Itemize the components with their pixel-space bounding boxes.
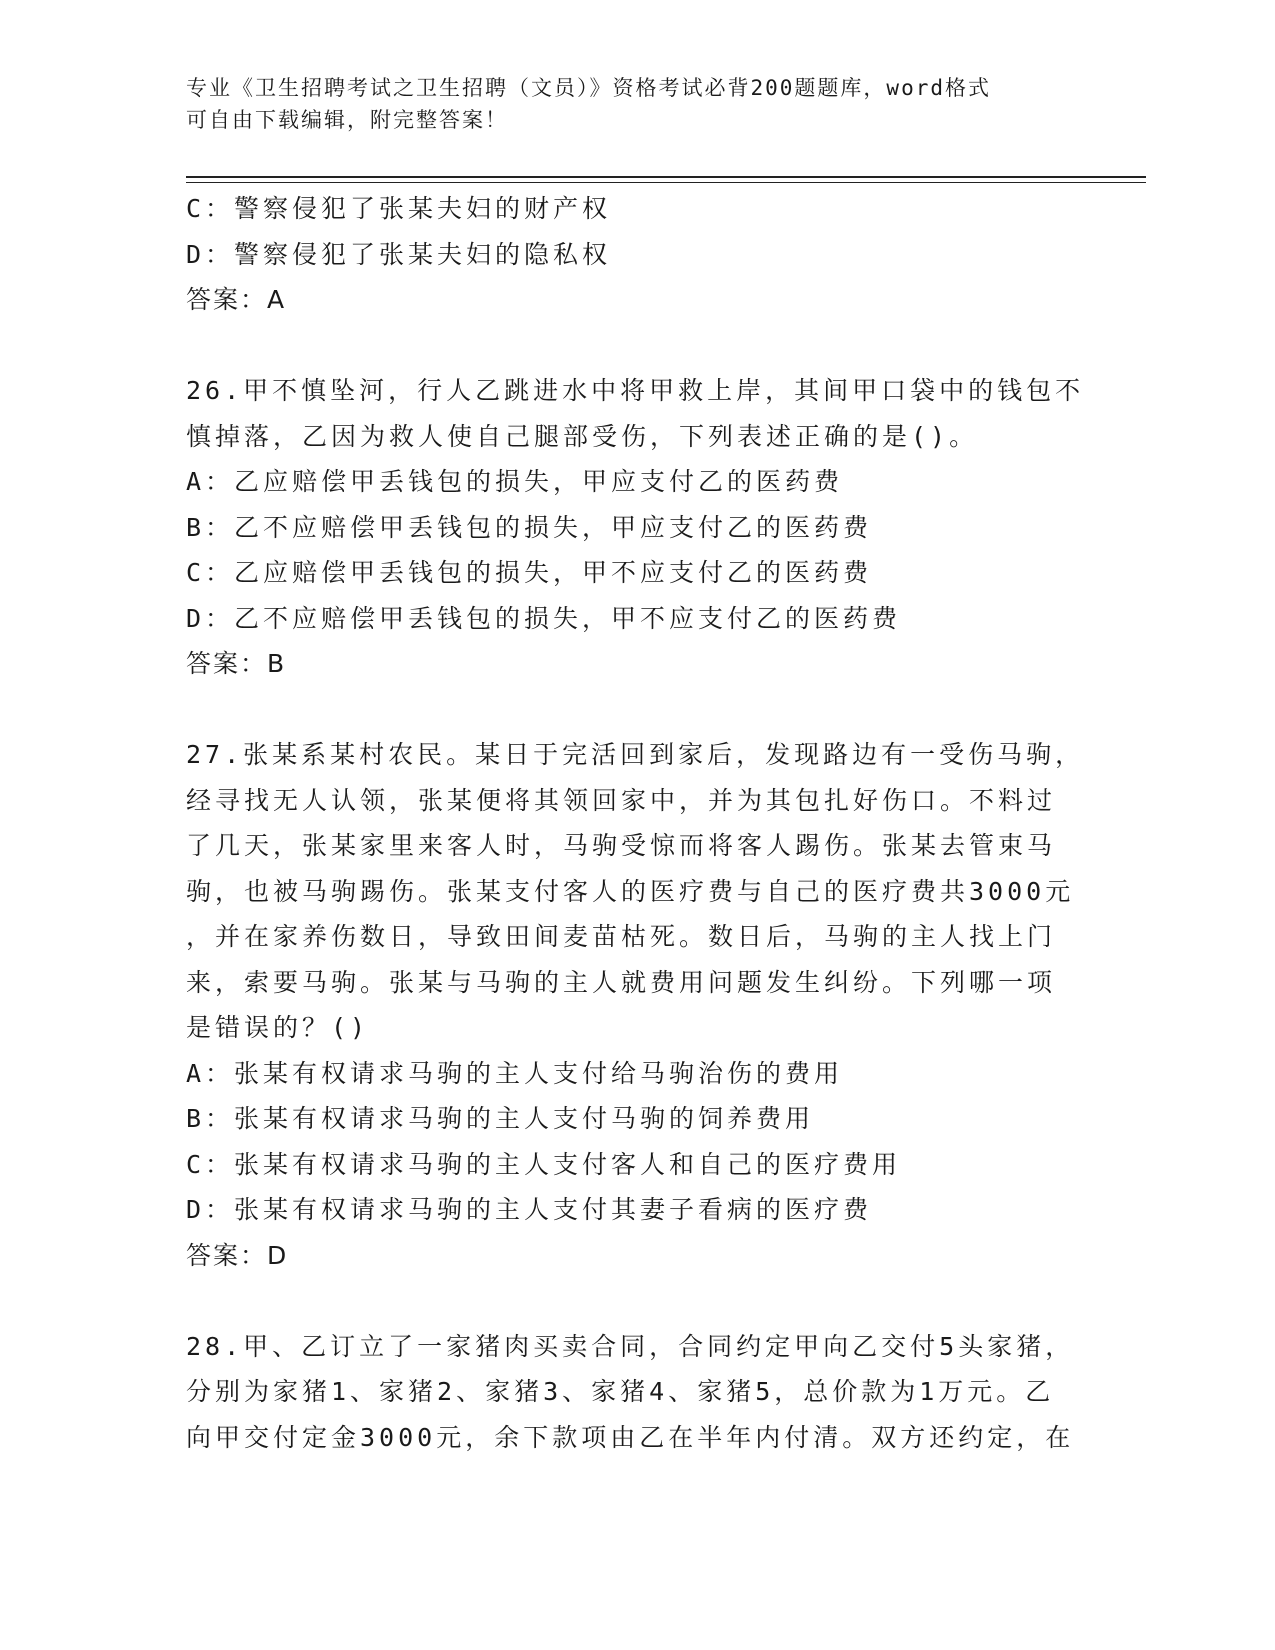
question-26 — [186, 368, 1085, 687]
header-line-2: 可自由下载编辑，附完整答案！ — [186, 108, 508, 132]
spacer — [186, 323, 1081, 369]
option-d: D：警察侵犯了张某夫妇的隐私权 — [186, 239, 612, 269]
option-c: C：乙应赔偿甲丢钱包的损失，甲不应支付乙的医药费 — [186, 558, 873, 587]
answer: 答案：D — [186, 1240, 289, 1270]
answer: 答案：B — [186, 649, 287, 678]
option-a: A：张某有权请求马驹的主人支付给马驹治伤的费用 — [186, 1058, 844, 1088]
option-c: C：张某有权请求马驹的主人支付客人和自己的医疗费用 — [186, 1149, 902, 1179]
option-d: D：张某有权请求马驹的主人支付其妻子看病的医疗费 — [186, 1195, 873, 1224]
question-text-line: 驹，也被马驹踢伤。张某支付客人的医疗费与自己的医疗费共3000元 — [186, 876, 1075, 906]
question-text-line: 经寻找无人认领，张某便将其领回家中，并为其包扎好伤口。不料过 — [186, 785, 1057, 815]
spacer — [186, 687, 1081, 733]
document-body — [186, 186, 1085, 1460]
header-rule-thin — [186, 182, 1146, 183]
option-d: D：乙不应赔偿甲丢钱包的损失，甲不应支付乙的医药费 — [186, 603, 902, 633]
question-text-line: 分别为家猪1、家猪2、家猪3、家猪4、家猪5，总价款为1万元。乙 — [186, 1377, 1055, 1406]
spacer — [186, 1278, 1081, 1324]
question-text-line: 26.甲不慎坠河，行人乙跳进水中将甲救上岸，其间甲口袋中的钱包不 — [186, 376, 1085, 405]
question-text-line: 来，索要马驹。张某与马驹的主人就费用问题发生纠纷。下列哪一项 — [186, 967, 1057, 997]
question-text-line: 28.甲、乙订立了一家猪肉买卖合同，合同约定甲向乙交付5头家猪， — [186, 1331, 1075, 1361]
question-text-line: 27.张某系某村农民。某日于完活回到家后，发现路边有一受伤马驹， — [186, 740, 1085, 769]
question-text-line: ，并在家养伤数日，导致田间麦苗枯死。数日后，马驹的主人找上门 — [186, 922, 1057, 951]
option-a: A：乙应赔偿甲丢钱包的损失，甲应支付乙的医药费 — [186, 467, 844, 496]
question-27 — [186, 732, 1085, 1278]
question-text-line: 了几天，张某家里来客人时，马驹受惊而将客人踢伤。张某去管束马 — [186, 831, 1057, 860]
option-c: C：警察侵犯了张某夫妇的财产权 — [186, 194, 612, 223]
option-b: B：乙不应赔偿甲丢钱包的损失，甲应支付乙的医药费 — [186, 512, 873, 542]
answer: 答案：A — [186, 285, 287, 314]
previous-question-tail — [186, 186, 1081, 323]
question-text-line: 向甲交付定金3000元，余下款项由乙在半年内付清。双方还约定，在 — [186, 1422, 1075, 1452]
header-line-1: 专业《卫生招聘考试之卫生招聘（文员）》资格考试必背200题题库，word格式 — [186, 76, 991, 100]
document-header — [186, 72, 1066, 136]
question-text-line: 慎掉落，乙因为救人使自己腿部受伤，下列表述正确的是()。 — [186, 421, 979, 451]
option-b: B：张某有权请求马驹的主人支付马驹的饲养费用 — [186, 1104, 815, 1133]
header-rule-thick — [186, 176, 1146, 178]
question-text-line: 是错误的？() — [186, 1013, 370, 1042]
question-28 — [186, 1324, 1081, 1461]
